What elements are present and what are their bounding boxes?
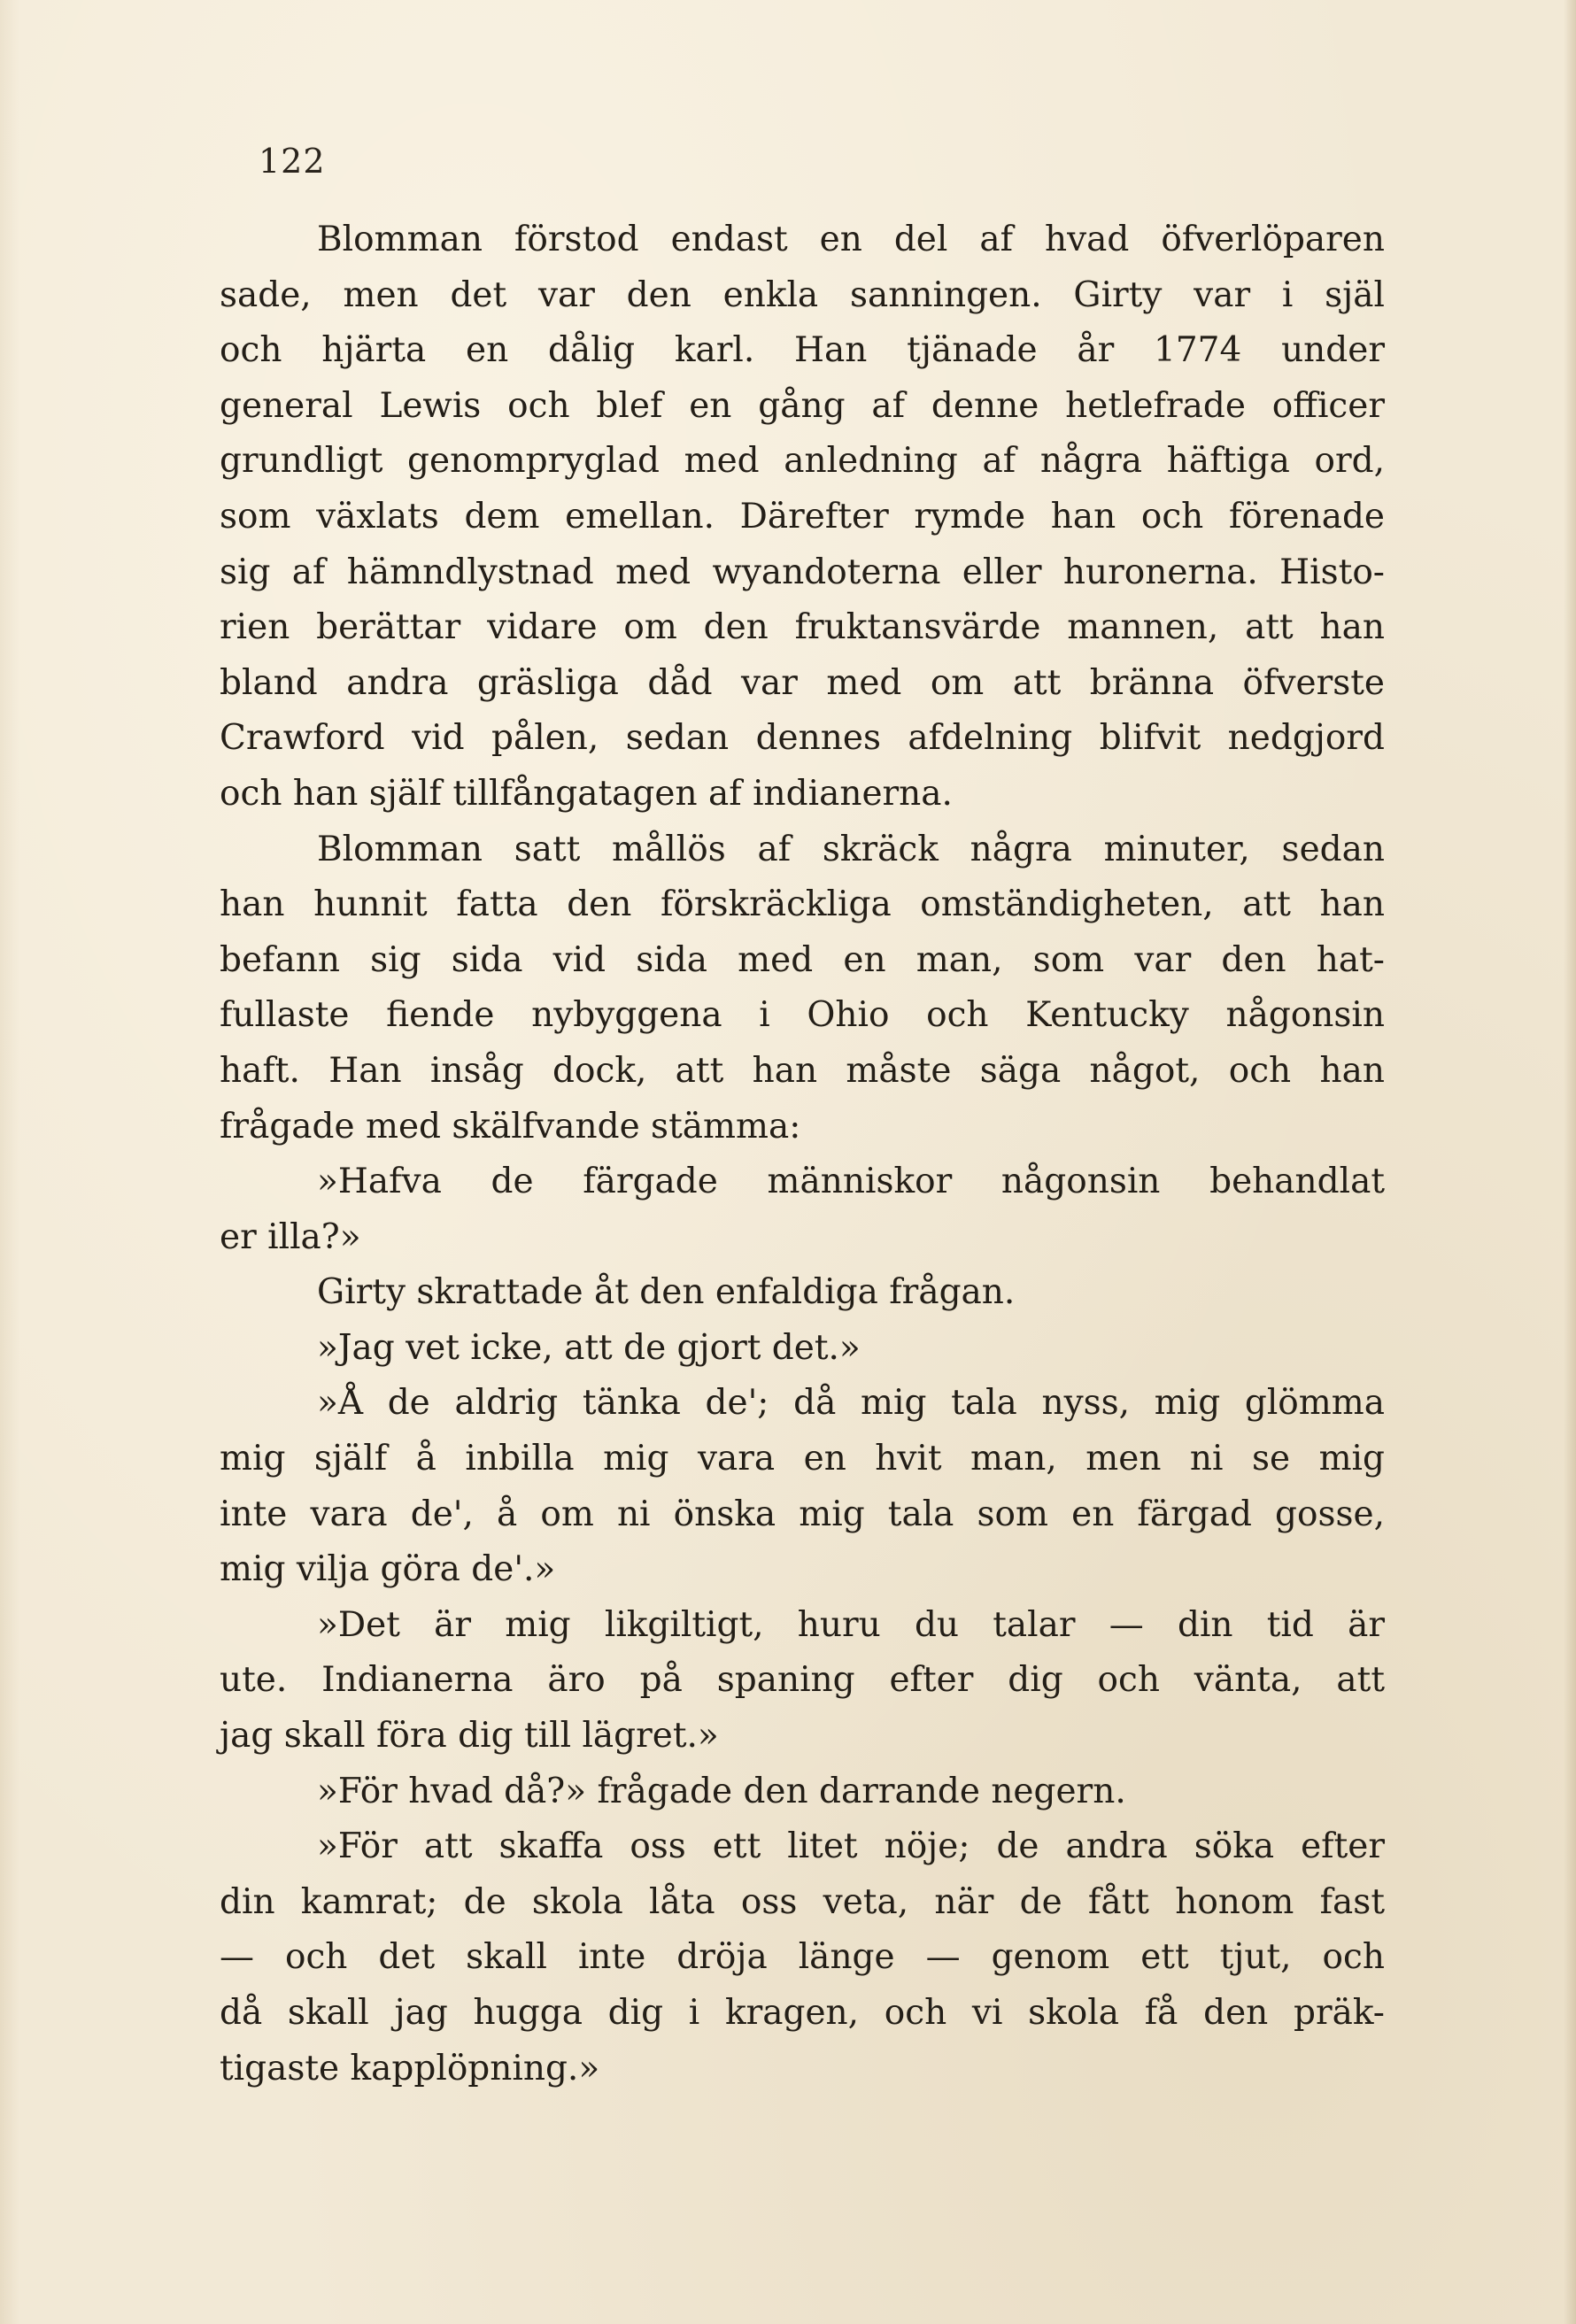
text-line: fullaste fiende nybyggena i Ohio och Kentucky någonsin [220, 995, 1385, 1036]
text-line: ute. Indianerna äro på spaning efter dig och vänta, att [220, 1660, 1385, 1701]
text-line: — och det skall inte dröja länge — genom ett tjut, och [220, 1937, 1385, 1978]
text-line: och hjärta en dålig karl. Han tjänade år 1774 under [220, 330, 1385, 371]
text-line: Crawford vid pålen, sedan dennes afdelning blifvit nedgjord [220, 718, 1385, 759]
text-line: »Hafva de färgade människor någonsin behandlat [317, 1162, 1385, 1202]
text-line: er illa?» [220, 1216, 361, 1257]
text-line: »Å de aldrig tänka de'; då mig tala nyss, mig glömma [317, 1383, 1385, 1424]
text-line: mig själf å inbilla mig vara en hvit man, men ni se mig [220, 1439, 1385, 1479]
text-line: tigaste kapplöpning.» [220, 2048, 600, 2089]
text-line: som växlats dem emellan. Därefter rymde han och förenade [220, 496, 1385, 537]
text-line: befann sig sida vid sida med en man, som var den hat- [220, 939, 1385, 980]
text-line: haft. Han insåg dock, att han måste säga något, och han [220, 1050, 1385, 1091]
text-line: bland andra gräsliga dåd var med om att bränna öfverste [220, 662, 1385, 703]
text-line: »För hvad då?» frågade den darrande negern. [317, 1771, 1126, 1811]
page-number: 122 [259, 142, 326, 181]
body-text [220, 212, 1385, 2096]
text-line: sade, men det var den enkla sanningen. Girty var i själ [220, 274, 1385, 315]
text-line: rien berättar vidare om den fruktansvärde mannen, att han [220, 607, 1385, 648]
text-line: då skall jag hugga dig i kragen, och vi skola få den präk- [220, 1993, 1385, 2033]
text-line: »Jag vet icke, att de gjort det.» [317, 1327, 861, 1368]
text-line: mig vilja göra de'.» [220, 1549, 556, 1590]
text-line: han hunnit fatta den förskräckliga omständigheten, att han [220, 884, 1385, 925]
text-line: grundligt genompryglad med anledning af några häftiga ord, [220, 441, 1385, 482]
text-line: »Det är mig likgiltigt, huru du talar — din tid är [317, 1604, 1385, 1645]
text-line: general Lewis och blef en gång af denne hetlefrade officer [220, 385, 1385, 426]
text-line: »För att skaffa oss ett litet nöje; de andra söka efter [317, 1826, 1385, 1867]
text-line: din kamrat; de skola låta oss veta, när de fått honom fast [220, 1881, 1385, 1922]
text-line: och han själf tillfångatagen af indianerna. [220, 773, 953, 814]
text-line: sig af hämndlystnad med wyandoterna eller huronerna. Histo- [220, 552, 1385, 592]
text-line: Girty skrattade åt den enfaldiga frågan. [317, 1272, 1016, 1313]
text-line: inte vara de', å om ni önska mig tala som en färgad gosse, [220, 1494, 1385, 1534]
text-line: Blomman satt mållös af skräck några minuter, sedan [317, 829, 1385, 869]
text-line: frågade med skälfvande stämma: [220, 1106, 801, 1147]
text-line: Blomman förstod endast en del af hvad öfverlöparen [317, 220, 1385, 259]
text-line: jag skall föra dig till lägret.» [220, 1716, 719, 1757]
page-edge-shadow [1564, 0, 1576, 2324]
